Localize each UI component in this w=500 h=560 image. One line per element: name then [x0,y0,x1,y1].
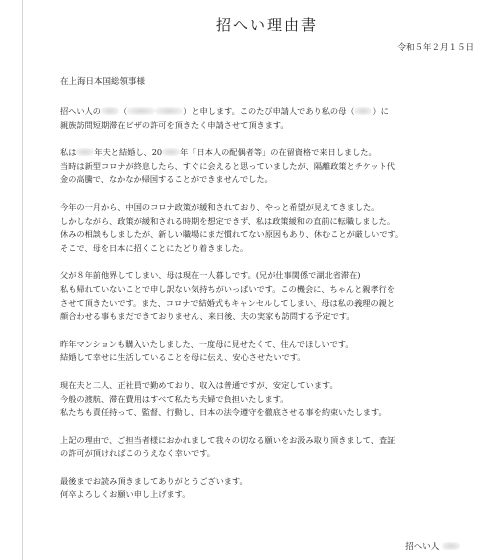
paragraph-situation [60,201,474,255]
text-line: 今般の渡航、滞在費用はすべて私たち夫婦で負担いたします。 [60,393,289,404]
paragraph-finances [60,379,474,420]
redacted-year [162,148,180,156]
open-paren: （ [118,106,128,116]
text-line [60,105,474,119]
document-date: 令和５年２月１５日 [397,43,474,53]
text-fragment: 年夫と結婚し、20 [94,147,163,158]
text-line: 休みの相談もしましたが、新しい職場にまだ慣れてない原因もあり、休むことが厳しいです。 [60,229,404,240]
text-line: 今年の一月から、中国のコロナ政策が緩和されており、やっと希望が見えてきました。 [60,201,380,212]
text-line: 私も帰れていないことで申し訳ない気持ちがいっぱいです。この機会に、ちゃんと親孝行を [60,283,396,294]
redacted-mother-name [354,107,372,115]
paragraph-introduction [60,105,474,132]
text-line: 上記の理由で、ご担当者様におかれまして我々の切なる願いをお汲み取り頂きまして、査証 [60,434,396,445]
redacted-reading [127,107,155,115]
text-line: の許可が頂ければこのうえなく幸いです。 [60,448,215,459]
paragraph-family [60,269,474,323]
text-fragment: 招へい人の [60,106,101,116]
text-line: 昨年マンションも購入いたしました、一度母に見せたくて、住んでほしいです。 [60,338,354,349]
redacted-year [76,148,94,156]
redacted-reading [155,107,183,115]
text-fragment: 年「日本人の配偶者等」の在留資格で来日しました。 [180,147,377,158]
paragraph-request [60,434,474,461]
text-line: 顔合わせる事もまだできておりません、来日後、夫の実家も訪問する予定です。 [60,311,355,322]
paper-fold-line [22,0,23,560]
text-fragment: ）と申します。このたび申請人であり私の母（ [183,106,355,116]
addressee: 在上海日本国総領事様 [60,77,146,87]
text-line: 金の高騰で、なかなか帰国することができませんでした。 [60,174,273,185]
signature-label: 招へい人 [405,542,440,552]
redacted-name [101,107,119,115]
text-line: 私たちも責任持って、監督、行動し、日本の法令遵守を徹底させる事を約束いたします。 [60,407,387,418]
text-line: させて頂きたいです。また、コロナで結婚式もキャンセルしてしまい、母は私の義理の親と [60,297,396,308]
text-line: 現在夫と二人、正社員で勤めており、収入は普通ですが、安定しています。 [60,379,338,390]
text-line: 結婚して幸せに生活していることを母に伝え、安心させたいです。 [60,352,306,363]
text-line: 父が８年前他界してしまい、母は現在一人暮しです。(兄が仕事関係で湖北省滞在) [60,270,361,281]
text-line: そこで、母を日本に招くことにたどり着きました。 [60,242,249,253]
document-title: 招へい理由書 [215,16,318,34]
text-line: 最後までお読み頂きましてありがとうございます。 [60,475,248,486]
text-line: しかしながら、政策が緩和される時期を想定できず、私は政策緩和の直前に転職しました。 [60,215,396,226]
text-fragment: ）に [372,106,389,116]
text-line [60,146,474,160]
redacted-signature-name [442,542,460,550]
paragraph-background [60,146,474,187]
paragraph-closing [60,475,474,502]
text-line: 何卒よろしくお願い申し上げます。 [60,489,191,500]
text-fragment: 私は [60,147,77,158]
signature [405,540,460,552]
text-line: 親族訪問短期滞在ビザの許可を頂きたく申請させて頂きます。 [60,119,289,130]
paragraph-home [60,338,474,365]
text-line: 当時は新型コロナが終息したら、すぐに会えると思っていましたが、隔離政策とチケット代 [60,160,395,171]
